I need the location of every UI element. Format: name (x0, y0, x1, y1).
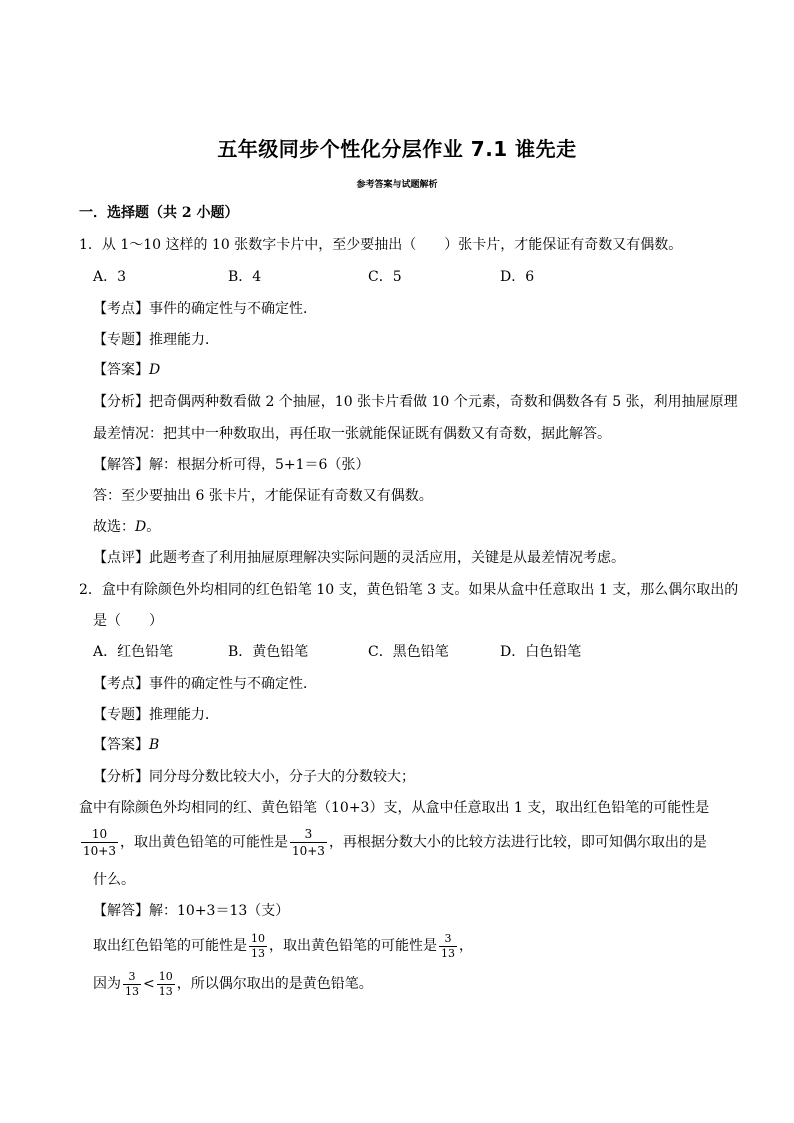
q2-solution-compare-right (157, 970, 175, 999)
fraction-denominator: 10+3 (291, 844, 325, 858)
q2-analysis-mid: ，取出黄色铅笔的可能性是 (119, 834, 288, 851)
q2-solution-line-1 (93, 901, 289, 921)
q1-answer-tag: 【答案】 (93, 362, 149, 378)
q2-stem-line-1: 2．盒中有除颜色外均相同的红色铅笔 10 支，黄色铅笔 3 支。如果从盒中任意取出 1 支，那么偶尔取出的 (79, 582, 739, 598)
q2-kaodian-line (93, 674, 317, 694)
q2-kaodian-tag: 【考点】 (93, 676, 149, 692)
q1-kaodian-tag: 【考点】 (93, 301, 149, 317)
q2-analysis-fraction-yellow (290, 826, 327, 859)
q2-analysis-text-1: 同分母分数比较大小，分子大的分数较大； (149, 769, 415, 785)
q2-option-a: A．红色铅笔 (93, 644, 174, 660)
q2-solution-tag: 【解答】 (93, 903, 149, 919)
q2-solution-line-3 (93, 968, 373, 1000)
q2-solution-yellow-label: ，取出黄色铅笔的可能性是 (269, 938, 437, 954)
q1-analysis-line-1 (93, 392, 738, 412)
q1-zhuanti-line (93, 330, 219, 350)
fraction-numerator: 3 (439, 932, 457, 947)
q1-answer-text: D (149, 362, 161, 378)
q2-solution-compare-left (123, 970, 141, 999)
q2-solution-because: 因为 (93, 976, 121, 992)
fraction-numerator: 10 (251, 931, 265, 945)
q1-comment-tag: 【点评】 (93, 550, 149, 566)
fraction-denominator: 13 (251, 946, 265, 960)
q1-choice-answer: D (135, 519, 147, 535)
q2-solution-conclusion: ，所以偶尔取出的是黄色铅笔。 (176, 976, 373, 992)
q2-solution-red-label: 取出红色铅笔的可能性是 (93, 938, 247, 954)
q2-zhuanti-tag: 【专题】 (93, 707, 149, 723)
q1-option-c: C．5 (368, 269, 402, 285)
q1-option-d: D．6 (500, 269, 535, 285)
q2-analysis-line-3 (79, 826, 707, 859)
fraction-numerator: 3 (290, 826, 327, 843)
q1-kaodian-text: 事件的确定性与不确定性． (149, 301, 317, 317)
q2-analysis-line-4: 什么。 (93, 872, 135, 888)
less-than-sign: < (143, 976, 155, 992)
q2-zhuanti-text: 推理能力． (149, 707, 219, 723)
q1-solution-tag: 【解答】 (93, 457, 149, 473)
q2-answer-text: B (149, 737, 160, 753)
q2-stem-line-2: 是（ ） (93, 613, 163, 629)
q2-solution-fraction-yellow (439, 932, 457, 961)
fraction-numerator: 3 (123, 970, 141, 985)
q2-option-c: C．黑色铅笔 (368, 644, 449, 660)
q2-analysis-fraction-red (81, 826, 118, 859)
q1-stem: 1．从 1～10 这样的 10 张数字卡片中，至少要抽出（ ）张卡片，才能保证有奇数又有偶数。 (79, 237, 683, 253)
fraction-numerator: 10 (158, 969, 173, 983)
q2-analysis-line-1 (93, 767, 415, 787)
page-title: 五年级同步个性化分层作业 7.1 谁先走 (217, 137, 577, 161)
fraction-numerator: 10 (81, 826, 118, 843)
q1-analysis-tag: 【分析】 (93, 394, 149, 410)
fraction-denominator: 10+3 (83, 844, 116, 858)
q1-zhuanti-tag: 【专题】 (93, 332, 149, 348)
q1-answer-line (93, 360, 160, 380)
q1-solution-text-1: 解：根据分析可得，5+1＝6（张） (149, 457, 370, 473)
q1-solution-line-1 (93, 455, 369, 475)
q2-solution-fraction-red (249, 932, 267, 961)
q2-analysis-line-2: 盒中有除颜色外均相同的红、黄色铅笔（10+3）支，从盒中任意取出 1 支，取出红色铅笔的可能性是 (79, 800, 710, 816)
section-heading: 一．选择题（共 2 小题） (79, 205, 239, 221)
q1-analysis-text-1: 把奇偶两种数看做 2 个抽屉，10 张卡片看做 10 个元素，奇数和偶数各有 5 张，利用抽屉原理 (149, 394, 738, 410)
q1-comment-line (93, 548, 625, 568)
fraction-denominator: 13 (125, 984, 139, 998)
q2-solution-line-2 (93, 930, 473, 962)
q2-solution-comma: ， (459, 938, 473, 954)
q1-option-b: B．4 (228, 269, 262, 285)
q2-solution-text-1: 解：10+3＝13（支） (149, 903, 290, 919)
q2-answer-line (93, 735, 159, 755)
fraction-denominator: 13 (441, 946, 455, 960)
q2-zhuanti-line (93, 705, 219, 725)
q2-analysis-tag: 【分析】 (93, 769, 149, 785)
page-subtitle: 参考答案与试题解析 (356, 180, 438, 190)
q1-zhuanti-text: 推理能力． (149, 332, 219, 348)
q1-analysis-line-2: 最差情况：把其中一种数取出，再任取一张就能保证既有偶数又有奇数，据此解答。 (93, 426, 611, 442)
q1-comment-text: 此题考查了利用抽屉原理解决实际问题的灵活应用，关键是从最差情况考虑。 (149, 550, 625, 566)
q2-analysis-end: ，再根据分数大小的比较方法进行比较，即可知偶尔取出的是 (328, 834, 707, 851)
q2-answer-tag: 【答案】 (93, 737, 149, 753)
q1-choice-suffix: 。 (146, 519, 161, 535)
q1-solution-line-3 (93, 517, 160, 537)
q1-kaodian-line (93, 299, 317, 319)
q2-option-b: B．黄色铅笔 (228, 644, 309, 660)
fraction-denominator: 13 (158, 984, 173, 998)
q1-choice-prefix: 故选： (93, 519, 135, 535)
q2-kaodian-text: 事件的确定性与不确定性． (149, 676, 317, 692)
q1-solution-line-2: 答：至少要抽出 6 张卡片，才能保证有奇数又有偶数。 (93, 488, 433, 504)
q2-option-d: D．白色铅笔 (500, 644, 582, 660)
q1-option-a: A．3 (93, 269, 127, 285)
